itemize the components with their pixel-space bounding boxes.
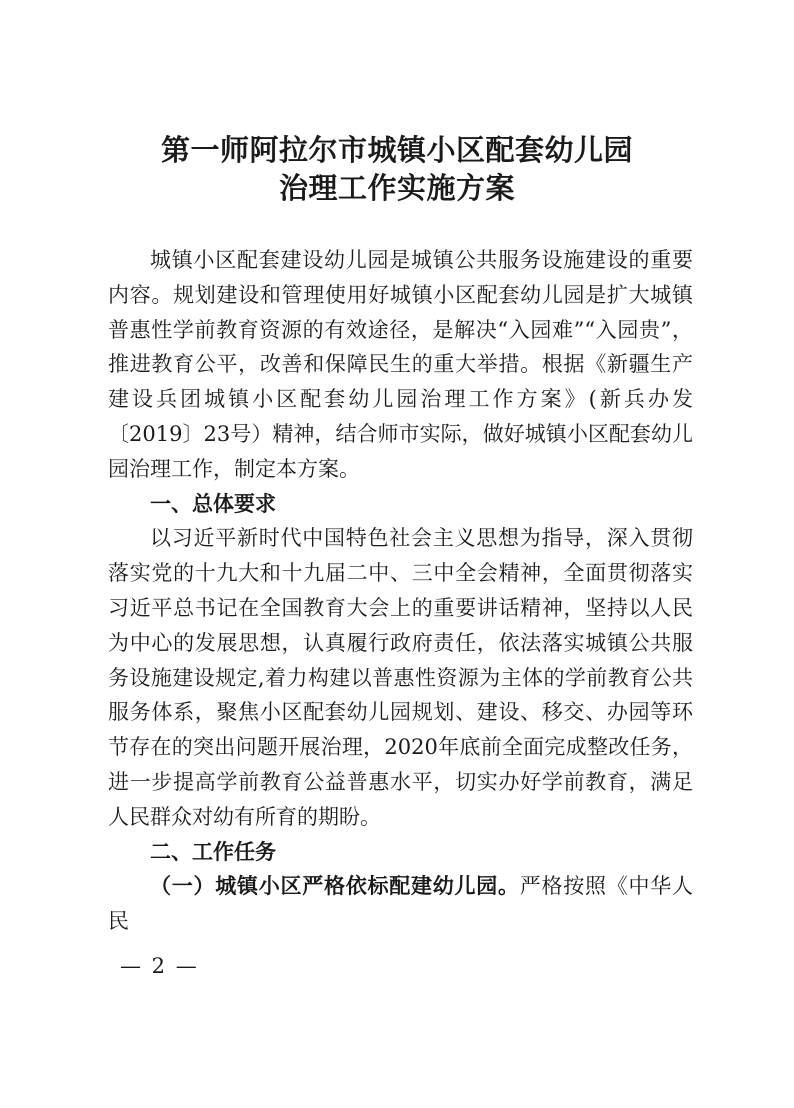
general-requirements-paragraph: 以习近平新时代中国特色社会主义思想为指导，深入贯彻落实党的十九大和十九届二中、三中全会精神，全面贯彻落实习近平总书记在全国教育大会上的重要讲话精神，坚持以人民为中心的发展思想，认真履行政府责任，依法落实城镇公共服务设施建设规定,着力构建以普惠性资源为主体的学前教育公共服务体系，聚焦小区配套幼儿园规划、建设、移交、办园等环节存在的突出问题开展治理，2020年底前全面完成整改任务，进一步提高学前教育公益普惠水平，切实办好学前教育，满足人民群众对幼有所育的期盼。: [108, 526, 693, 829]
section-heading-work-tasks: 二、工作任务: [150, 839, 276, 864]
document-body: [108, 243, 693, 939]
page-number: — 2 —: [120, 954, 199, 978]
subsection-paragraph-1: [108, 869, 693, 939]
subsection-text-1: 严格按照《中华人民: [108, 874, 693, 934]
document-title-line1: 第一师阿拉尔市城镇小区配套幼儿园: [160, 133, 633, 167]
intro-paragraph: 城镇小区配套建设幼儿园是城镇公共服务设施建设的重要内容。规划建设和管理使用好城镇小区配套幼儿园是扩大城镇普惠性学前教育资源的有效途径，是解决“入园难”“入园贵”，推进教育公平，改善和保障民生的重大举措。根据《新疆生产建设兵团城镇小区配套幼儿园治理工作方案》(新兵办发〔2019〕23号）精神，结合师市实际，做好城镇小区配套幼儿园治理工作，制定本方案。: [108, 248, 693, 481]
document-title-line2: 治理工作实施方案: [278, 171, 515, 205]
subsection-heading-1: （一）城镇小区严格依标配建幼儿园。: [150, 873, 520, 899]
section-heading-general-requirements: 一、总体要求: [150, 491, 276, 516]
